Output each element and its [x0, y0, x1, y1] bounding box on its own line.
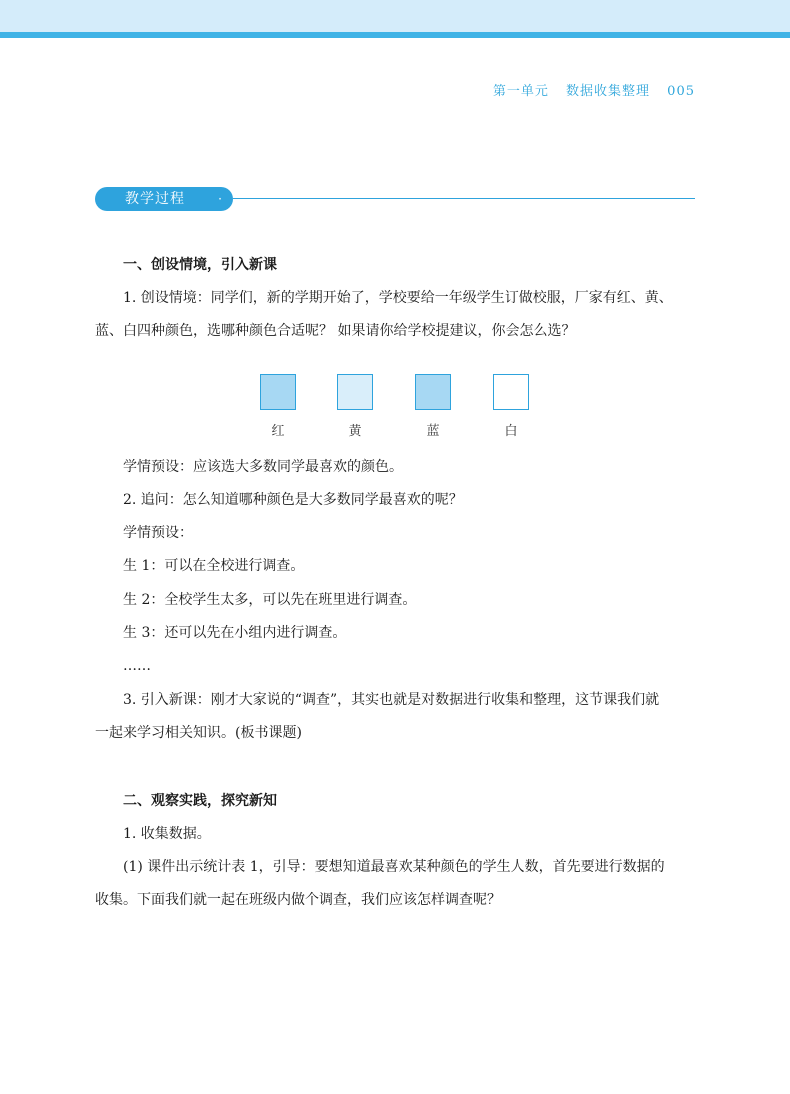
top-banner [0, 0, 790, 32]
paragraph: 学情预设： [123, 525, 193, 541]
paragraph: 1. 收集数据。 [123, 826, 211, 842]
section2-heading: 二、观察实践，探究新知 [123, 793, 277, 809]
color-swatch-yellow [337, 374, 373, 410]
paragraph: 蓝、白四种颜色，选哪种颜色合适呢？ 如果请你给学校提建议，你会怎么选？ [95, 323, 576, 339]
paragraph: 2. 追问：怎么知道哪种颜色是大多数同学最喜欢的呢？ [123, 492, 463, 508]
paragraph: 3. 引入新课：刚才大家说的“调查”，其实也就是对数据进行收集和整理，这节课我们就 [123, 692, 660, 708]
color-swatch-blue [415, 374, 451, 410]
paragraph: 生 2：全校学生太多，可以先在班里进行调查。 [123, 592, 417, 608]
paragraph: …… [123, 658, 151, 674]
color-swatch-red [260, 374, 296, 410]
color-label: 白 [504, 424, 518, 439]
header-topic: 数据收集整理 [566, 84, 651, 99]
paragraph: 生 3：还可以先在小组内进行调查。 [123, 625, 347, 641]
color-label: 红 [271, 424, 285, 439]
page-number: 005 [667, 84, 695, 99]
header-unit: 第一单元 [492, 84, 549, 99]
section-tab [95, 187, 233, 211]
section-tab-dot: · [218, 192, 223, 206]
paragraph: 学情预设：应该选大多数同学最喜欢的颜色。 [123, 459, 403, 475]
paragraph: 生 1：可以在全校进行调查。 [123, 558, 305, 574]
paragraph: 收集。下面我们就一起在班级内做个调查，我们应该怎样调查呢？ [95, 892, 501, 908]
section-tab-label: 教学过程 [125, 191, 185, 207]
paragraph: 一起来学习相关知识。(板书课题) [95, 725, 302, 741]
top-accent-line [0, 32, 790, 38]
section1-heading: 一、创设情境，引入新课 [123, 257, 277, 273]
section-rule [233, 198, 695, 199]
paragraph: 1. 创设情境：同学们，新的学期开始了，学校要给一年级学生订做校服，厂家有红、黄、 [123, 290, 673, 306]
running-header [481, 80, 695, 99]
color-label: 黄 [348, 424, 362, 439]
paragraph: (1) 课件出示统计表 1，引导：要想知道最喜欢某种颜色的学生人数，首先要进行数据的 [123, 859, 665, 875]
color-swatch-white [493, 374, 529, 410]
color-label: 蓝 [426, 424, 440, 439]
color-swatch-row [95, 372, 695, 442]
